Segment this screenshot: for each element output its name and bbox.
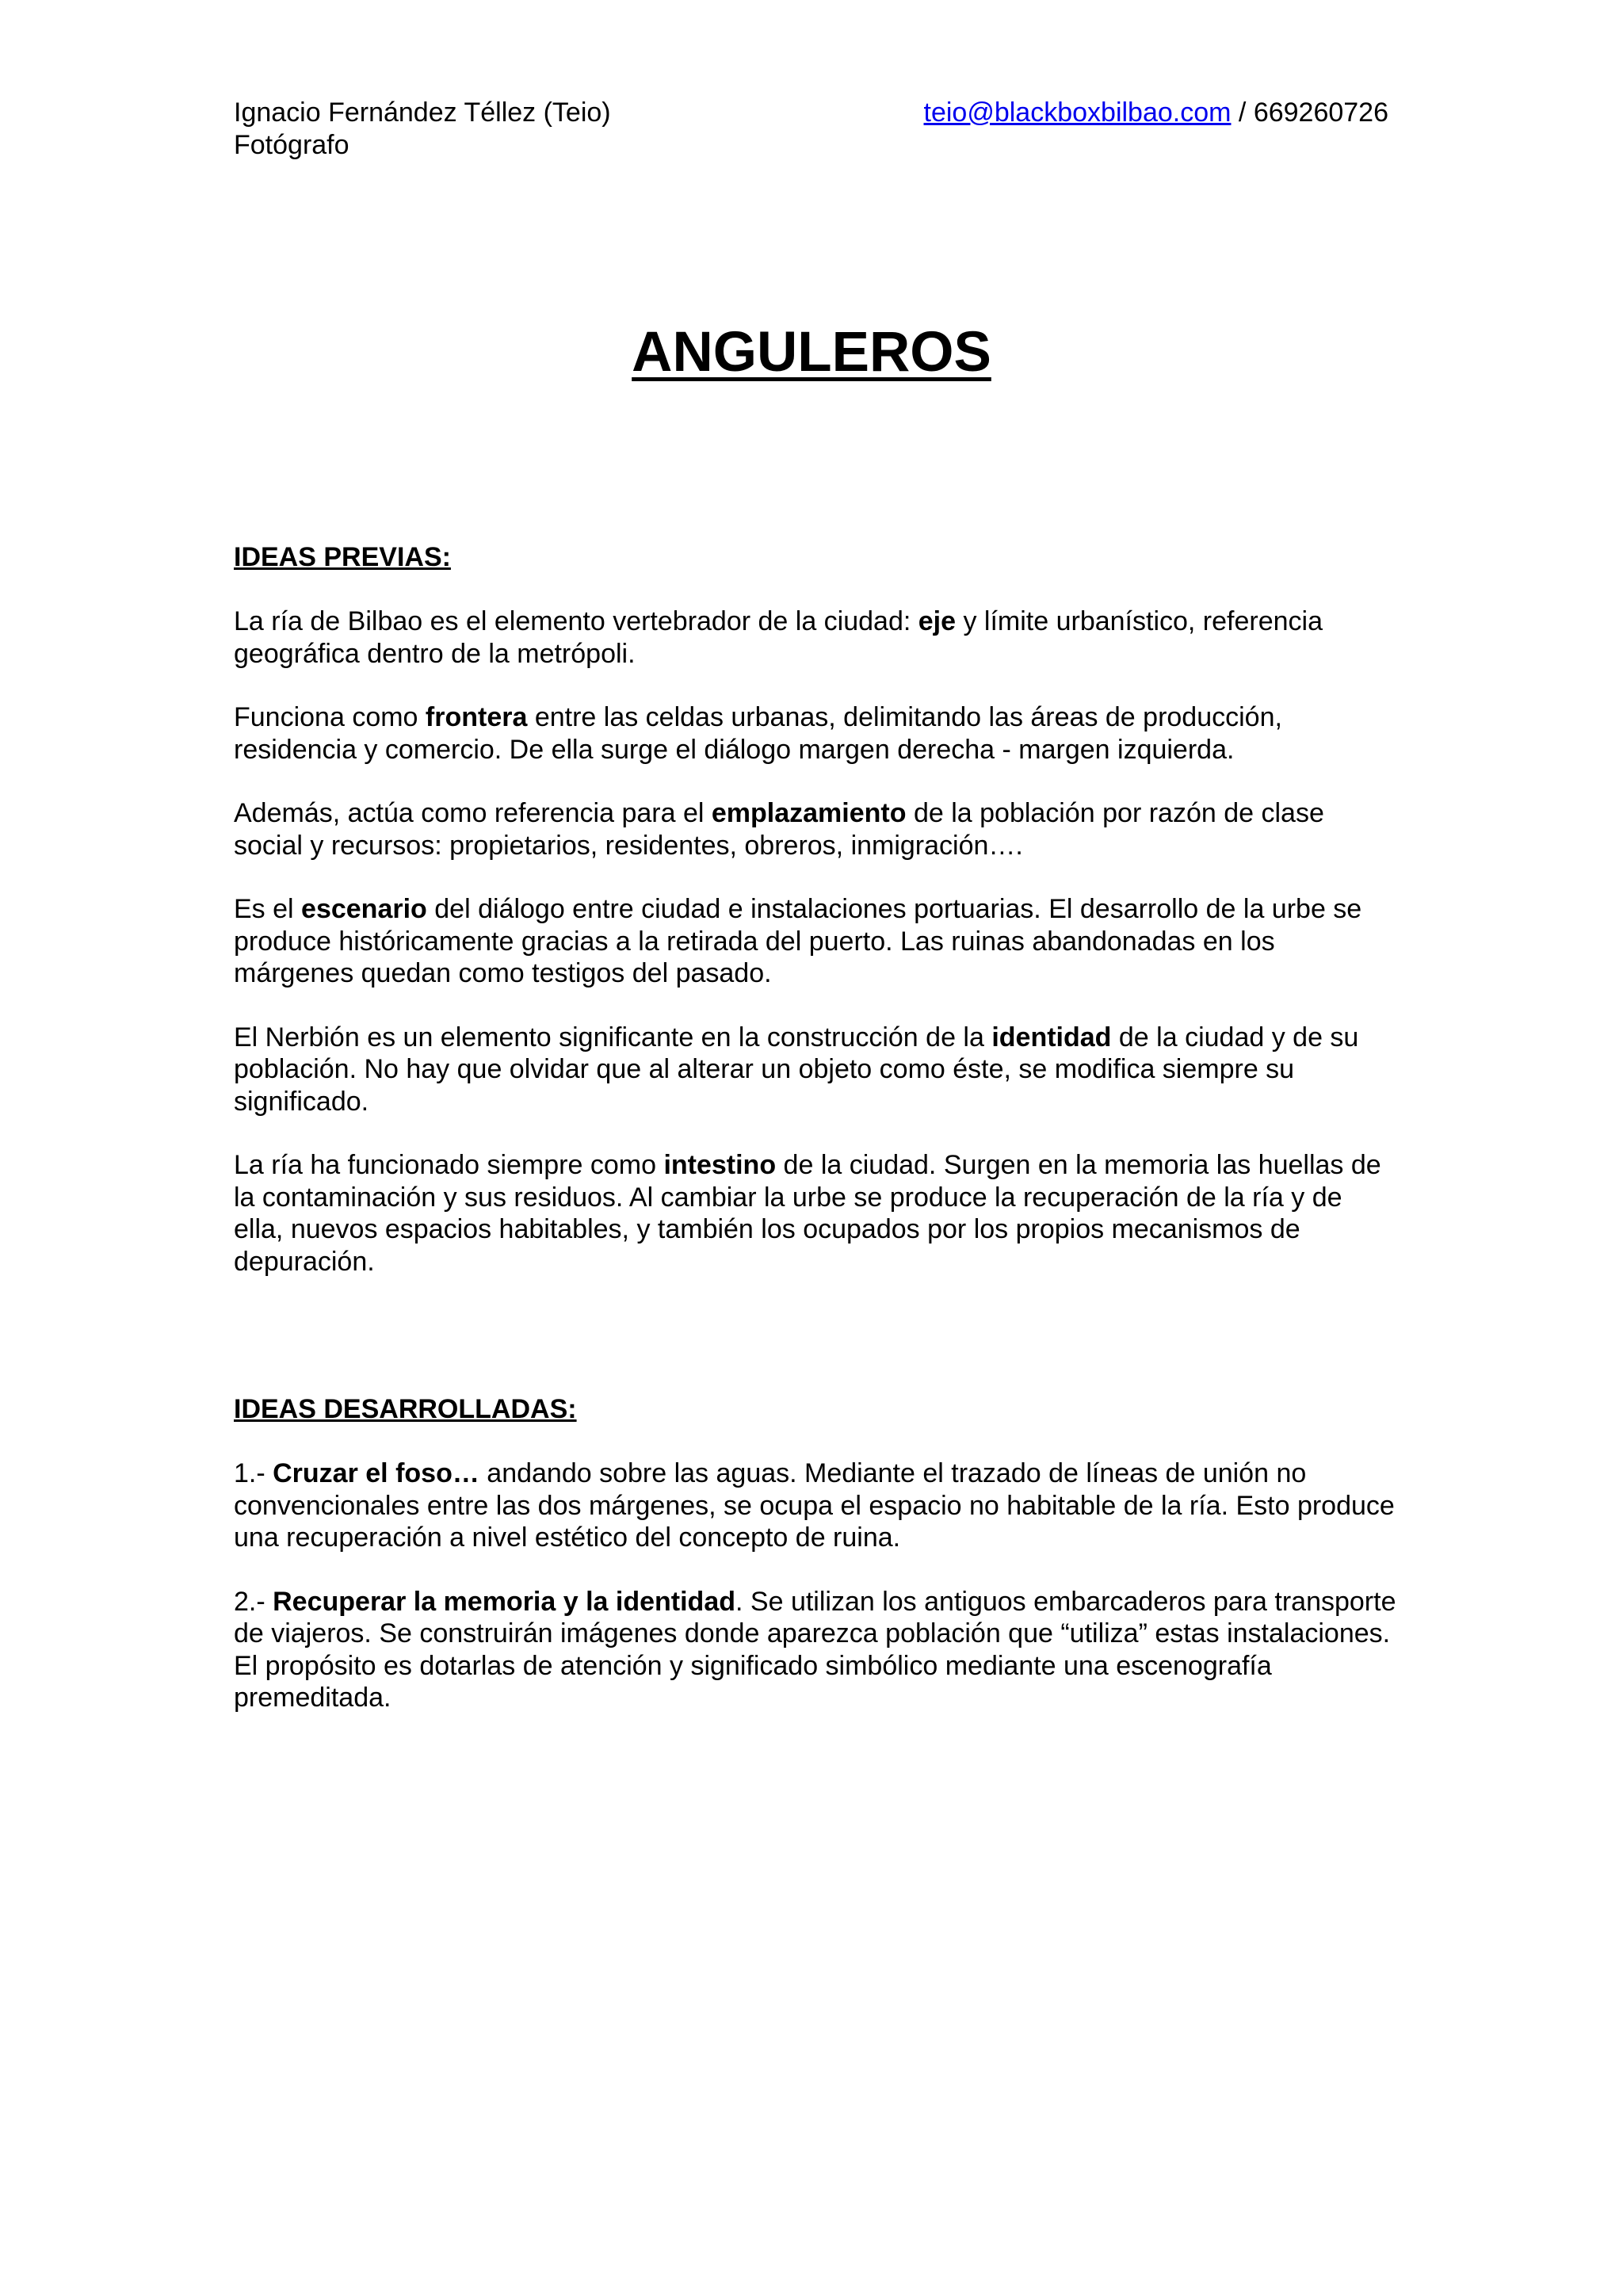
document-title-wrap — [0, 319, 1623, 387]
section-ideas-desarrolladas — [234, 1393, 1399, 1746]
section-ideas-previas — [234, 541, 1399, 1309]
bold-term: emplazamiento — [711, 798, 907, 828]
paragraph: La ría ha funcionado siempre como intestino de la ciudad. Surgen en la memoria las huellas de la contaminación y sus residuos. Al cambiar la urbe se produce la recuperación de la ría y de ella, nuevos espacios habitables, y también los ocupados por los propios mecanismos de depuración. — [234, 1150, 1381, 1277]
bold-term: identidad — [991, 1022, 1112, 1052]
paragraph: 2.- Recuperar la memoria y la identidad. Se utilizan los antiguos embarcaderos para transporte de viajeros. Se construirán imágenes donde aparezca población que “utiliza” estas instalaciones. El propósito es dotarlas de atención y significado simbólico mediante una escenografía premeditada. — [234, 1586, 1396, 1713]
paragraph: El Nerbión es un elemento significante en la construcción de la identidad de la ciudad y de su población. No hay que olvidar que al alterar un objeto como éste, se modifica siempre su significado. — [234, 1022, 1359, 1117]
document-title: ANGULEROS — [632, 321, 991, 384]
header-contact — [924, 97, 1388, 129]
section-heading: IDEAS DESARROLLADAS: — [234, 1394, 577, 1424]
bold-term: Cruzar el foso… — [273, 1458, 479, 1488]
bold-term: Recuperar la memoria y la identidad — [273, 1586, 736, 1617]
phone-number: 669260726 — [1253, 97, 1388, 128]
bold-term: frontera — [425, 702, 528, 732]
author-role: Fotógrafo — [234, 130, 349, 160]
header-left — [234, 97, 611, 162]
bold-term: escenario — [301, 894, 427, 924]
email-link[interactable]: teio@blackboxbilbao.com — [923, 97, 1232, 128]
author-name: Ignacio Fernández Téllez (Teio) — [234, 97, 611, 128]
section-heading: IDEAS PREVIAS: — [234, 542, 451, 572]
paragraph: 1.- Cruzar el foso… andando sobre las aguas. Mediante el trazado de líneas de unión no convencionales entre las dos márgenes, se ocupa el espacio no habitable de la ría. Esto produce una recuperación a nivel estético del concepto de ruina. — [234, 1458, 1395, 1553]
bold-term: eje — [918, 606, 957, 636]
bold-term: intestino — [663, 1150, 777, 1180]
paragraph: Funciona como frontera entre las celdas urbanas, delimitando las áreas de producción, residencia y comercio. De ella surge el diálogo margen derecha - margen izquierda. — [234, 702, 1282, 765]
paragraph: La ría de Bilbao es el elemento vertebrador de la ciudad: eje y límite urbanístico, referencia geográfica dentro de la metrópoli. — [234, 606, 1323, 669]
paragraph: Además, actúa como referencia para el emplazamiento de la población por razón de clase social y recursos: propietarios, residentes, obreros, inmigración…. — [234, 798, 1324, 861]
contact-separator: / — [1231, 97, 1254, 128]
paragraph: Es el escenario del diálogo entre ciudad e instalaciones portuarias. El desarrollo de la urbe se produce históricamente gracias a la retirada del puerto. Las ruinas abandonadas en los márgenes quedan como testigos del pasado. — [234, 894, 1362, 988]
